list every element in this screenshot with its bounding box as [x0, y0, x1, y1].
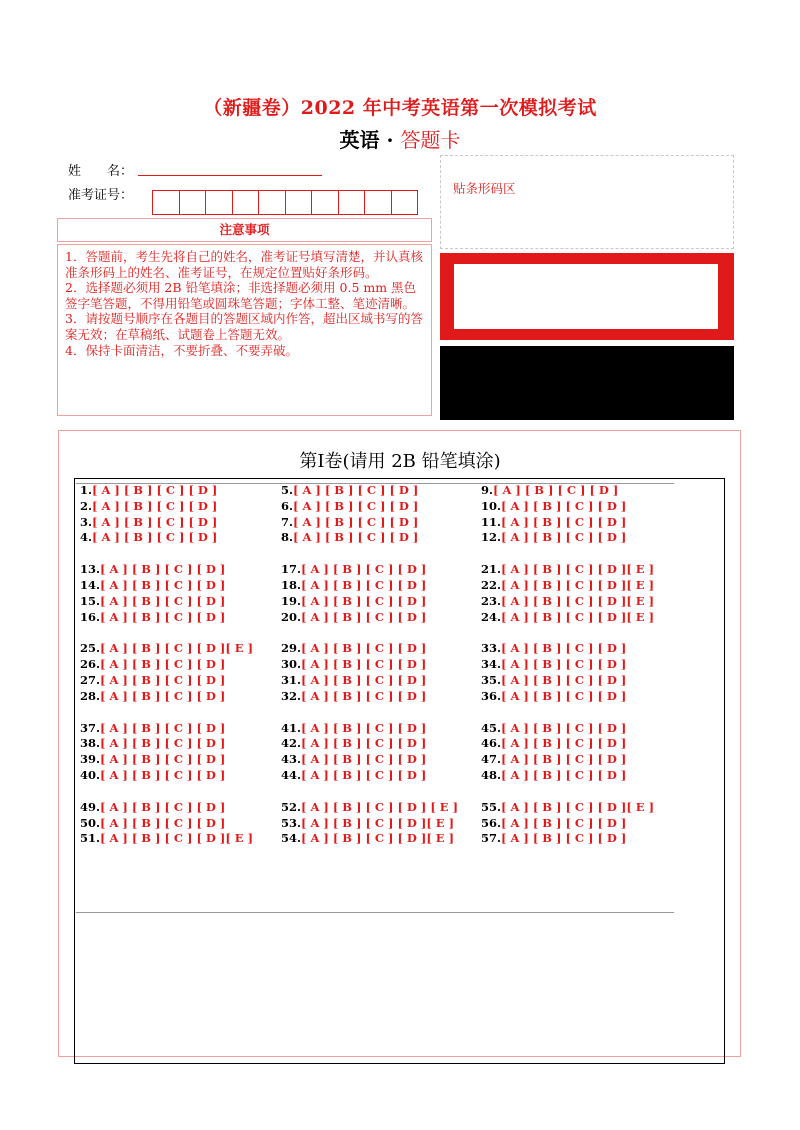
answer-options[interactable]: [ A ] [ B ] [ C ] [ D ]: [100, 799, 226, 814]
question-row[interactable]: [80, 831, 253, 847]
answer-options[interactable]: [ A ] [ B ] [ C ] [ D ][ E ]: [501, 593, 655, 608]
answer-options[interactable]: [ A ] [ B ] [ C ] [ D ]: [501, 752, 627, 767]
answer-options[interactable]: [ A ] [ B ] [ C ] [ D ][ E ]: [501, 799, 655, 814]
answer-options[interactable]: [ A ] [ B ] [ C ] [ D ]: [100, 752, 226, 767]
question-row[interactable]: [80, 736, 253, 752]
question-row[interactable]: [481, 483, 654, 499]
card-subtitle: [0, 124, 800, 153]
answer-options[interactable]: [ A ] [ B ] [ C ] [ D ]: [100, 593, 226, 608]
question-number: 23.: [481, 593, 502, 608]
absent-mark-frame: [440, 253, 734, 340]
barcode-area: [440, 155, 734, 249]
exam-title: （新疆卷）2022 年中考英语第一次模拟考试: [203, 97, 597, 119]
question-row[interactable]: [481, 594, 654, 610]
question-number: 33.: [481, 641, 502, 656]
exam-id-digit-box[interactable]: [286, 191, 313, 214]
answer-options[interactable]: [ A ] [ B ] [ C ] [ D ]: [501, 641, 627, 656]
divider-bottom: [76, 912, 674, 913]
question-row[interactable]: [481, 721, 654, 737]
answer-options[interactable]: [ A ] [ B ] [ C ] [ D ]: [293, 483, 419, 497]
question-row[interactable]: [481, 800, 654, 816]
question-row[interactable]: [481, 816, 654, 832]
question-number: 27.: [80, 672, 101, 687]
question-row[interactable]: [80, 483, 253, 499]
question-number: 17.: [281, 562, 302, 577]
answer-options[interactable]: [ A ] [ B ] [ C ] [ D ]: [92, 514, 218, 529]
question-number: 54.: [281, 831, 302, 846]
question-row[interactable]: [281, 816, 458, 832]
name-input-line[interactable]: [138, 175, 322, 176]
question-row[interactable]: [481, 673, 654, 689]
question-row[interactable]: [281, 515, 458, 531]
answer-options[interactable]: [ A ] [ B ] [ C ] [ D ]: [301, 752, 427, 767]
answer-options[interactable]: [ A ] [ B ] [ C ] [ D ][ E ]: [301, 831, 455, 846]
question-row[interactable]: [80, 610, 253, 626]
section-title: 第Ⅰ卷(请用 2B 铅笔填涂): [299, 451, 501, 472]
answer-options[interactable]: [ A ] [ B ] [ C ] [ D ][ E ]: [501, 562, 655, 577]
answer-options[interactable]: [ A ] [ B ] [ C ] [ D ]: [501, 514, 627, 529]
answer-options[interactable]: [ A ] [ B ] [ C ] [ D ]: [501, 672, 627, 687]
question-number: 24.: [481, 609, 502, 624]
answer-options[interactable]: [ A ] [ B ] [ C ] [ D ]: [100, 767, 226, 782]
question-number: 52.: [281, 799, 302, 814]
question-number: 19.: [281, 593, 302, 608]
question-row[interactable]: [481, 641, 654, 657]
answer-options[interactable]: [ A ] [ B ] [ C ] [ D ]: [301, 767, 427, 782]
question-row[interactable]: [281, 673, 458, 689]
question-number: 18.: [281, 577, 302, 592]
question-group: [481, 721, 654, 784]
notice-item: 3．请按题号顺序在各题目的答题区域内作答，超出区域书写的答案无效；在草稿纸、试题卷上答题无效。: [65, 311, 423, 342]
question-number: 44.: [281, 767, 302, 782]
question-number: 28.: [80, 688, 101, 703]
question-number: 4.: [80, 530, 93, 545]
question-group: [80, 562, 253, 625]
question-row[interactable]: [481, 831, 654, 847]
answer-options[interactable]: [ A ] [ B ] [ C ] [ D ]: [92, 498, 218, 513]
name-label: 姓 名：: [68, 164, 134, 179]
question-number: 11.: [481, 514, 502, 529]
question-row[interactable]: [481, 562, 654, 578]
answer-options[interactable]: [ A ] [ B ] [ C ] [ D ]: [301, 562, 427, 577]
question-row[interactable]: [281, 594, 458, 610]
question-number: 51.: [80, 831, 101, 846]
question-row[interactable]: [481, 610, 654, 626]
question-row[interactable]: [80, 530, 253, 546]
question-row[interactable]: [281, 483, 458, 499]
black-marker-block: [440, 346, 734, 420]
question-row[interactable]: [281, 641, 458, 657]
notice-body: [57, 244, 432, 416]
answer-column-2: [281, 483, 458, 863]
question-row[interactable]: [481, 689, 654, 705]
answer-options[interactable]: [ A ] [ B ] [ C ] [ D ]: [501, 831, 627, 846]
answer-options[interactable]: [ A ] [ B ] [ C ] [ D ]: [100, 672, 226, 687]
answer-options[interactable]: [ A ] [ B ] [ C ] [ D ]: [501, 498, 627, 513]
question-number: 31.: [281, 672, 302, 687]
absent-mark-area[interactable]: [454, 264, 718, 329]
exam-id-digit-box[interactable]: [365, 191, 392, 214]
question-number: 9.: [481, 483, 494, 497]
question-number: 45.: [481, 720, 502, 735]
barcode-label: 贴条形码区: [453, 181, 516, 196]
question-group: [481, 483, 654, 546]
answer-options[interactable]: [ A ] [ B ] [ C ] [ D ]: [301, 720, 427, 735]
question-group: [281, 483, 458, 546]
answer-options[interactable]: [ A ] [ B ] [ C ] [ D ]: [92, 483, 218, 497]
answer-options[interactable]: [ A ] [ B ] [ C ] [ D ]: [100, 657, 226, 672]
answer-options[interactable]: [ A ] [ B ] [ C ] [ D ]: [293, 514, 419, 529]
answer-options[interactable]: [ A ] [ B ] [ C ] [ D ][ E ]: [100, 641, 254, 656]
question-number: 25.: [80, 641, 101, 656]
question-number: 26.: [80, 657, 101, 672]
notice-item: 4．保持卡面清洁，不要折叠、不要弄破。: [65, 342, 298, 358]
question-row[interactable]: [281, 721, 458, 737]
notice-title: 注意事项: [57, 218, 432, 242]
question-number: 2.: [80, 498, 93, 513]
question-row[interactable]: [80, 657, 253, 673]
notice-item: 2．选择题必须用 2B 铅笔填涂；非选择题必须用 0.5 mm 黑色签字笔答题，不得用铅笔或圆珠笔答题；字体工整、笔迹清晰。: [65, 280, 417, 311]
answer-column-1: [80, 483, 253, 863]
question-number: 3.: [80, 514, 93, 529]
question-group: [281, 721, 458, 784]
question-row[interactable]: [281, 578, 458, 594]
answer-options[interactable]: [ A ] [ B ] [ C ] [ D ]: [100, 720, 226, 735]
answer-options[interactable]: [ A ] [ B ] [ C ] [ D ]: [293, 498, 419, 513]
answer-options[interactable]: [ A ] [ B ] [ C ] [ D ]: [501, 736, 627, 751]
answer-options[interactable]: [ A ] [ B ] [ C ] [ D ]: [301, 672, 427, 687]
question-number: 30.: [281, 657, 302, 672]
question-number: 35.: [481, 672, 502, 687]
question-row[interactable]: [281, 562, 458, 578]
question-number: 32.: [281, 688, 302, 703]
question-number: 10.: [481, 498, 502, 513]
question-number: 22.: [481, 577, 502, 592]
answer-options[interactable]: [ A ] [ B ] [ C ] [ D ][ E ]: [501, 609, 655, 624]
question-row[interactable]: [481, 515, 654, 531]
question-group: [481, 562, 654, 625]
answer-options[interactable]: [ A ] [ B ] [ C ] [ D ]: [92, 530, 218, 545]
exam-id-digit-box[interactable]: [259, 191, 286, 214]
question-number: 8.: [281, 530, 294, 545]
question-row[interactable]: [481, 499, 654, 515]
question-number: 55.: [481, 799, 502, 814]
answer-options[interactable]: [ A ] [ B ] [ C ] [ D ]: [301, 657, 427, 672]
answer-options[interactable]: [ A ] [ B ] [ C ] [ D ]: [301, 593, 427, 608]
question-row[interactable]: [80, 721, 253, 737]
question-number: 36.: [481, 688, 502, 703]
question-row[interactable]: [80, 689, 253, 705]
notice-item: 1．答题前，考生先将自己的姓名，准考证号填写清楚，并认真核准条形码上的姓名、准考证号，在规定位置贴好条形码。: [65, 249, 423, 280]
question-number: 5.: [281, 483, 294, 497]
question-row[interactable]: [281, 736, 458, 752]
question-row[interactable]: [481, 736, 654, 752]
question-number: 16.: [80, 609, 101, 624]
question-group: [80, 721, 253, 784]
question-row[interactable]: [80, 594, 253, 610]
subject-label: 英语 ·: [339, 128, 401, 152]
question-row[interactable]: [481, 578, 654, 594]
question-number: 29.: [281, 641, 302, 656]
question-group: [481, 641, 654, 704]
question-number: 42.: [281, 736, 302, 751]
question-row[interactable]: [281, 530, 458, 546]
question-number: 13.: [80, 562, 101, 577]
question-number: 1.: [80, 483, 93, 497]
answer-options[interactable]: [ A ] [ B ] [ C ] [ D ][ E ]: [501, 577, 655, 592]
question-number: 48.: [481, 767, 502, 782]
exam-id-digit-box[interactable]: [312, 191, 339, 214]
question-group: [80, 800, 253, 847]
answer-options[interactable]: [ A ] [ B ] [ C ] [ D ]: [301, 736, 427, 751]
question-number: 40.: [80, 767, 101, 782]
question-group: [80, 483, 253, 546]
question-number: 6.: [281, 498, 294, 513]
question-row[interactable]: [80, 515, 253, 531]
question-group: [281, 800, 458, 847]
question-number: 39.: [80, 752, 101, 767]
question-number: 49.: [80, 799, 101, 814]
answer-options[interactable]: [ A ] [ B ] [ C ] [ D ]: [501, 657, 627, 672]
question-number: 50.: [80, 815, 101, 830]
question-number: 20.: [281, 609, 302, 624]
answer-options[interactable]: [ A ] [ B ] [ C ] [ D ]: [501, 720, 627, 735]
exam-id-digit-box[interactable]: [153, 191, 180, 214]
question-number: 37.: [80, 720, 101, 735]
question-number: 57.: [481, 831, 502, 846]
answer-options[interactable]: [ A ] [ B ] [ C ] [ D ]: [301, 641, 427, 656]
answer-options[interactable]: [ A ] [ B ] [ C ] [ D ]: [501, 688, 627, 703]
question-row[interactable]: [281, 768, 458, 784]
answer-options[interactable]: [ A ] [ B ] [ C ] [ D ]: [100, 577, 226, 592]
answer-options[interactable]: [ A ] [ B ] [ C ] [ D ]: [493, 483, 619, 497]
answer-options[interactable]: [ A ] [ B ] [ C ] [ D ]: [100, 688, 226, 703]
answer-options[interactable]: [ A ] [ B ] [ C ] [ D ][ E ]: [100, 831, 254, 846]
question-row[interactable]: [481, 657, 654, 673]
question-number: 7.: [281, 514, 294, 529]
question-row[interactable]: [80, 752, 253, 768]
question-number: 21.: [481, 562, 502, 577]
question-row[interactable]: [481, 768, 654, 784]
question-group: [281, 641, 458, 704]
question-row[interactable]: [281, 657, 458, 673]
exam-id-digit-box[interactable]: [339, 191, 366, 214]
question-number: 41.: [281, 720, 302, 735]
question-row[interactable]: [481, 752, 654, 768]
question-row[interactable]: [281, 610, 458, 626]
question-row[interactable]: [80, 673, 253, 689]
question-number: 12.: [481, 530, 502, 545]
answer-options[interactable]: [ A ] [ B ] [ C ] [ D ]: [501, 815, 627, 830]
question-row[interactable]: [281, 499, 458, 515]
question-row[interactable]: [80, 800, 253, 816]
answer-options[interactable]: [ A ] [ B ] [ C ] [ D ]: [100, 562, 226, 577]
question-row[interactable]: [80, 641, 253, 657]
question-group: [80, 641, 253, 704]
answer-options[interactable]: [ A ] [ B ] [ C ] [ D ]: [501, 530, 627, 545]
question-row[interactable]: [80, 816, 253, 832]
question-row[interactable]: [281, 689, 458, 705]
question-number: 15.: [80, 593, 101, 608]
answer-options[interactable]: [ A ] [ B ] [ C ] [ D ]: [501, 767, 627, 782]
exam-id-boxes[interactable]: [152, 190, 418, 215]
answer-options[interactable]: [ A ] [ B ] [ C ] [ D ][ E ]: [301, 815, 455, 830]
question-number: 46.: [481, 736, 502, 751]
answer-options[interactable]: [ A ] [ B ] [ C ] [ D ]: [301, 609, 427, 624]
question-row[interactable]: [281, 831, 458, 847]
exam-id-digit-box[interactable]: [180, 191, 207, 214]
answer-options[interactable]: [ A ] [ B ] [ C ] [ D ]: [301, 688, 427, 703]
answer-options[interactable]: [ A ] [ B ] [ C ] [ D ]: [293, 530, 419, 545]
answer-options[interactable]: [ A ] [ B ] [ C ] [ D ]: [301, 577, 427, 592]
answer-card-label: 答题卡: [400, 128, 461, 152]
exam-id-digit-box[interactable]: [392, 191, 418, 214]
question-number: 14.: [80, 577, 101, 592]
answer-options[interactable]: [ A ] [ B ] [ C ] [ D ]: [100, 609, 226, 624]
question-row[interactable]: [80, 768, 253, 784]
exam-id-digit-box[interactable]: [206, 191, 233, 214]
question-number: 34.: [481, 657, 502, 672]
question-row[interactable]: [281, 800, 458, 816]
question-row[interactable]: [281, 752, 458, 768]
question-number: 38.: [80, 736, 101, 751]
answer-options[interactable]: [ A ] [ B ] [ C ] [ D ]: [100, 736, 226, 751]
question-number: 53.: [281, 815, 302, 830]
question-row[interactable]: [80, 499, 253, 515]
answer-options[interactable]: [ A ] [ B ] [ C ] [ D ] [ E ]: [301, 799, 459, 814]
question-group: [481, 800, 654, 847]
exam-id-label: 准考证号：: [68, 188, 134, 203]
answer-options[interactable]: [ A ] [ B ] [ C ] [ D ]: [100, 815, 226, 830]
question-group: [281, 562, 458, 625]
question-number: 43.: [281, 752, 302, 767]
answer-column-3: [481, 483, 654, 863]
question-row[interactable]: [80, 562, 253, 578]
question-row[interactable]: [481, 530, 654, 546]
question-number: 56.: [481, 815, 502, 830]
question-row[interactable]: [80, 578, 253, 594]
exam-id-digit-box[interactable]: [233, 191, 260, 214]
question-number: 47.: [481, 752, 502, 767]
